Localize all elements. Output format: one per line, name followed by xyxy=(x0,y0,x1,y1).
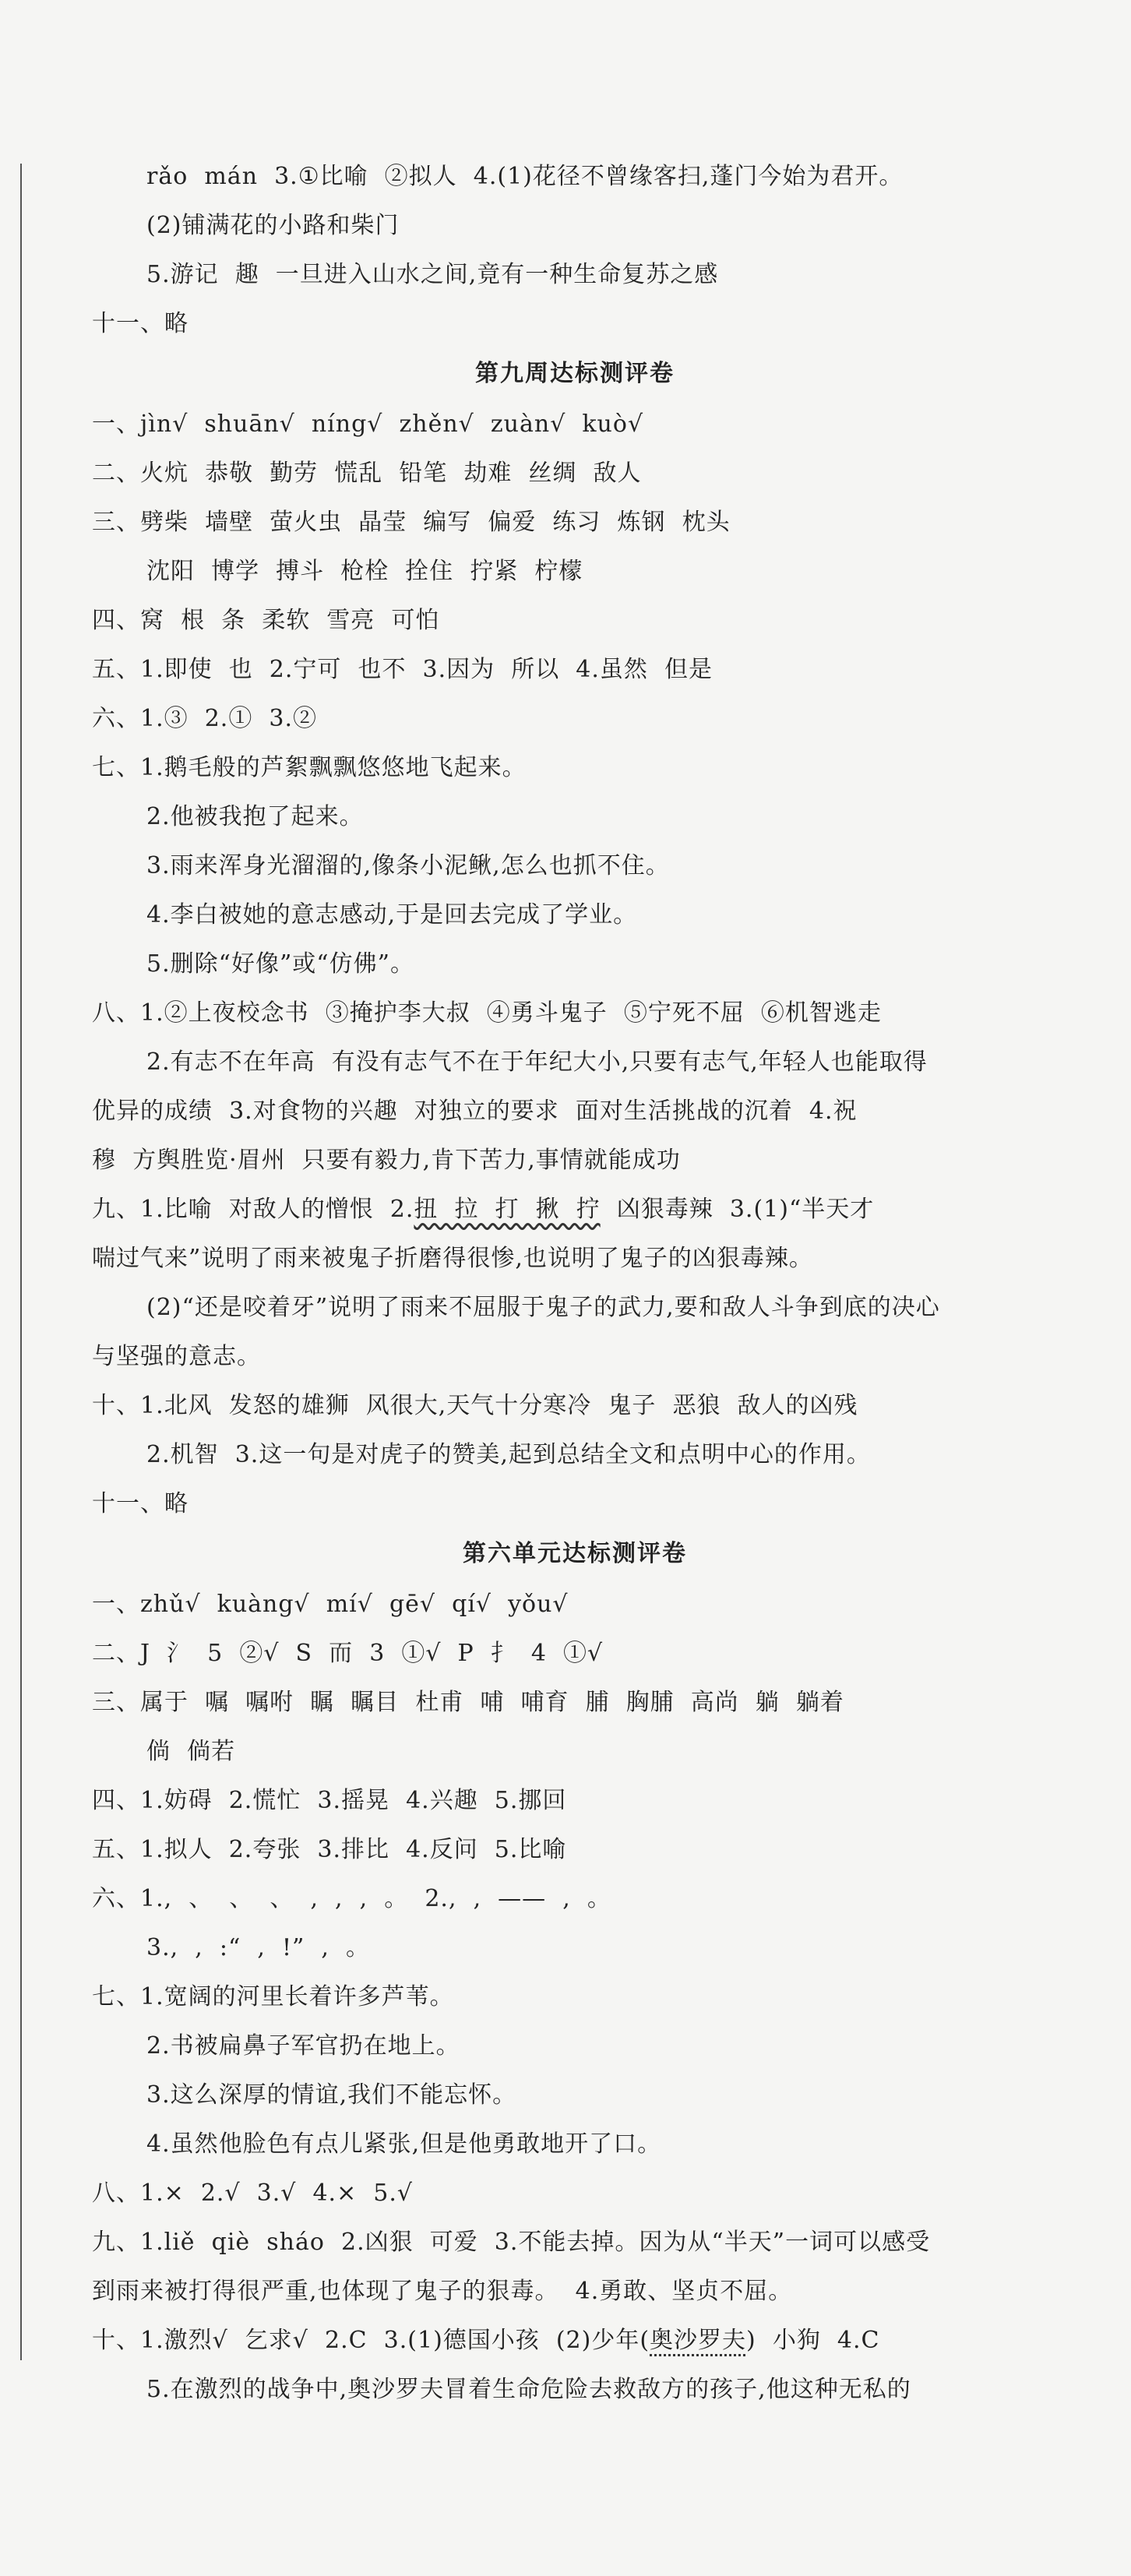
answer-text: 六、1., 、 、 、 , , , 。 2., , —— , 。 xyxy=(92,1885,611,1912)
answer-line xyxy=(92,2120,1058,2169)
answer-line xyxy=(92,299,1058,348)
answer-line xyxy=(92,2267,1058,2316)
answer-line xyxy=(92,2218,1058,2267)
answer-line xyxy=(92,1874,1058,1923)
answer-text: 4.虽然他脸色有点儿紧张,但是他勇敢地开了口。 xyxy=(146,2130,662,2158)
answer-line xyxy=(92,152,1058,201)
answer-line xyxy=(92,792,1058,841)
answer-text: 5.在激烈的战争中,奥沙罗夫冒着生命危险去救敌方的孩子,他这种无私的 xyxy=(146,2376,911,2403)
answer-line xyxy=(92,1283,1058,1332)
answer-text: 五、1.拟人 2.夸张 3.排比 4.反问 5.比喻 xyxy=(92,1836,567,1863)
answer-text: 穆 方舆胜览·眉州 只要有毅力,肯下苦力,事情就能成功 xyxy=(92,1147,681,1174)
answer-text: 十、1.激烈√ 乞求√ 2.C 3.(1)德国小孩 (2)少年( xyxy=(92,2327,650,2354)
answer-text: 七、1.宽阔的河里长着许多芦苇。 xyxy=(92,1983,454,2010)
answer-text: 九、1.比喻 对敌人的憎恨 2. xyxy=(92,1196,414,1223)
answer-line xyxy=(92,1038,1058,1087)
answer-text: 2.他被我抱了起来。 xyxy=(146,803,364,830)
answer-text: 四、1.妨碍 2.慌忙 3.摇晃 4.兴趣 5.挪回 xyxy=(92,1787,567,1814)
answer-line xyxy=(92,201,1058,250)
section-title: 第九周达标测评卷 xyxy=(475,360,675,387)
answer-line xyxy=(92,890,1058,939)
answer-text: 十一、略 xyxy=(92,1490,188,1517)
answer-line xyxy=(92,694,1058,743)
answer-line xyxy=(92,1430,1058,1479)
answer-text: 优异的成绩 3.对食物的兴趣 对独立的要求 面对生活挑战的沉着 4.祝 xyxy=(92,1098,858,1125)
dotted-underlined-text: 奥沙罗夫 xyxy=(650,2327,747,2354)
answer-line xyxy=(92,1185,1058,1234)
answer-text: (2)铺满花的小路和柴门 xyxy=(146,212,400,239)
answer-line xyxy=(92,1972,1058,2021)
answer-line xyxy=(92,498,1058,547)
answer-text: 九、1.liě qiè sháo 2.凶狠 可爱 3.不能去掉。因为从“半天”一词可以感受 xyxy=(92,2229,931,2256)
answer-text: 倘 倘若 xyxy=(146,1738,236,1765)
answer-text: 到雨来被打得很严重,也体现了鬼子的狠毒。 4.勇敢、坚贞不屈。 xyxy=(92,2278,793,2305)
answer-text: 3.雨来浑身光溜溜的,像条小泥鳅,怎么也抓不住。 xyxy=(146,852,670,879)
answer-line xyxy=(92,400,1058,449)
answer-line xyxy=(92,2316,1058,2365)
answer-line xyxy=(92,1727,1058,1776)
answer-text: 3.这么深厚的情谊,我们不能忘怀。 xyxy=(146,2081,517,2109)
answer-text: 一、jìn√ shuān√ níng√ zhěn√ zuàn√ kuò√ xyxy=(92,411,644,438)
answer-text: 2.机智 3.这一句是对虎子的赞美,起到总结全文和点明中心的作用。 xyxy=(146,1441,871,1468)
answer-line xyxy=(92,1923,1058,1972)
answer-line xyxy=(92,449,1058,498)
answer-line xyxy=(92,2070,1058,2120)
answer-text: 5.游记 趣 一旦进入山水之间,竟有一种生命复苏之感 xyxy=(146,261,719,288)
answer-line xyxy=(92,1629,1058,1678)
answer-text: 2.书被扁鼻子军官扔在地上。 xyxy=(146,2032,460,2060)
answer-line xyxy=(92,2365,1058,2414)
answer-line xyxy=(92,250,1058,299)
answer-line xyxy=(92,1136,1058,1185)
answer-text-continued: 凶狠毒辣 3.(1)“半天才 xyxy=(600,1196,875,1223)
answer-line xyxy=(92,1234,1058,1283)
answer-text: 二、J 氵 5 ②√ S 而 3 ①√ P 扌 4 ①√ xyxy=(92,1640,604,1667)
answer-line xyxy=(92,939,1058,988)
answer-text-continued: ) 小狗 4.C xyxy=(746,2327,880,2354)
answer-text: 三、属于 嘱 嘱咐 瞩 瞩目 杜甫 哺 哺育 脯 胸脯 高尚 躺 躺着 xyxy=(92,1689,844,1716)
answer-line xyxy=(92,1580,1058,1629)
answer-line xyxy=(92,1678,1058,1727)
answer-line xyxy=(92,596,1058,645)
answer-text: 四、窝 根 条 柔软 雪亮 可怕 xyxy=(92,607,440,634)
answer-text: 2.有志不在年高 有没有志气不在于年纪大小,只要有志气,年轻人也能取得 xyxy=(146,1048,928,1076)
answer-line xyxy=(92,645,1058,694)
answer-line xyxy=(92,743,1058,792)
answer-text: 七、1.鹅毛般的芦絮飘飘悠悠地飞起来。 xyxy=(92,754,527,781)
answer-text: 一、zhǔ√ kuàng√ mí√ gē√ qí√ yǒu√ xyxy=(92,1591,569,1618)
answer-content xyxy=(92,152,1058,2414)
answer-text: 4.李白被她的意志感动,于是回去完成了学业。 xyxy=(146,901,638,929)
answer-text: rǎo mán 3.①比喻 ②拟人 4.(1)花径不曾缘客扫,蓬门今始为君开。 xyxy=(146,163,904,190)
answer-text: 八、1.②上夜校念书 ③掩护李大叔 ④勇斗鬼子 ⑤宁死不屈 ⑥机智逃走 xyxy=(92,999,882,1027)
answer-text: 与坚强的意志。 xyxy=(92,1343,261,1370)
answer-line xyxy=(92,988,1058,1038)
answer-line xyxy=(92,1381,1058,1430)
answer-text: 喘过气来”说明了雨来被鬼子折磨得很惨,也说明了鬼子的凶狠毒辣。 xyxy=(92,1245,813,1272)
answer-text: 五、1.即使 也 2.宁可 也不 3.因为 所以 4.虽然 但是 xyxy=(92,656,713,683)
answer-line xyxy=(92,2021,1058,2070)
answer-line xyxy=(92,1332,1058,1381)
answer-text: 六、1.③ 2.① 3.② xyxy=(92,705,318,732)
answer-line xyxy=(92,1479,1058,1528)
wavy-underlined-text: 扭 拉 打 揪 拧 xyxy=(414,1196,601,1223)
answer-text: 十一、略 xyxy=(92,310,188,337)
answer-text: 5.删除“好像”或“仿佛”。 xyxy=(146,950,414,978)
answer-text: 3., , :“ , !” , 。 xyxy=(146,1934,371,1961)
answer-line xyxy=(92,547,1058,596)
answer-text: 三、劈柴 墙壁 萤火虫 晶莹 编写 偏爱 练习 炼钢 枕头 xyxy=(92,509,731,536)
answer-text: 八、1.× 2.√ 3.√ 4.× 5.√ xyxy=(92,2180,414,2207)
answer-line xyxy=(92,841,1058,890)
answer-text: 二、火炕 恭敬 勤劳 慌乱 铅笔 劫难 丝绸 敌人 xyxy=(92,460,642,487)
section-title: 第六单元达标测评卷 xyxy=(463,1540,687,1567)
answer-line xyxy=(92,1087,1058,1136)
answer-line xyxy=(92,1825,1058,1874)
left-margin-rule xyxy=(20,164,22,2360)
answer-line xyxy=(92,2169,1058,2218)
answer-text: 沈阳 博学 搏斗 枪栓 拴住 拧紧 柠檬 xyxy=(146,558,583,585)
answer-text: 十、1.北风 发怒的雄狮 风很大,天气十分寒冷 鬼子 恶狼 敌人的凶残 xyxy=(92,1392,858,1419)
answer-text: (2)“还是咬着牙”说明了雨来不屈服于鬼子的武力,要和敌人斗争到底的决心 xyxy=(146,1294,940,1321)
answer-line xyxy=(92,1776,1058,1825)
